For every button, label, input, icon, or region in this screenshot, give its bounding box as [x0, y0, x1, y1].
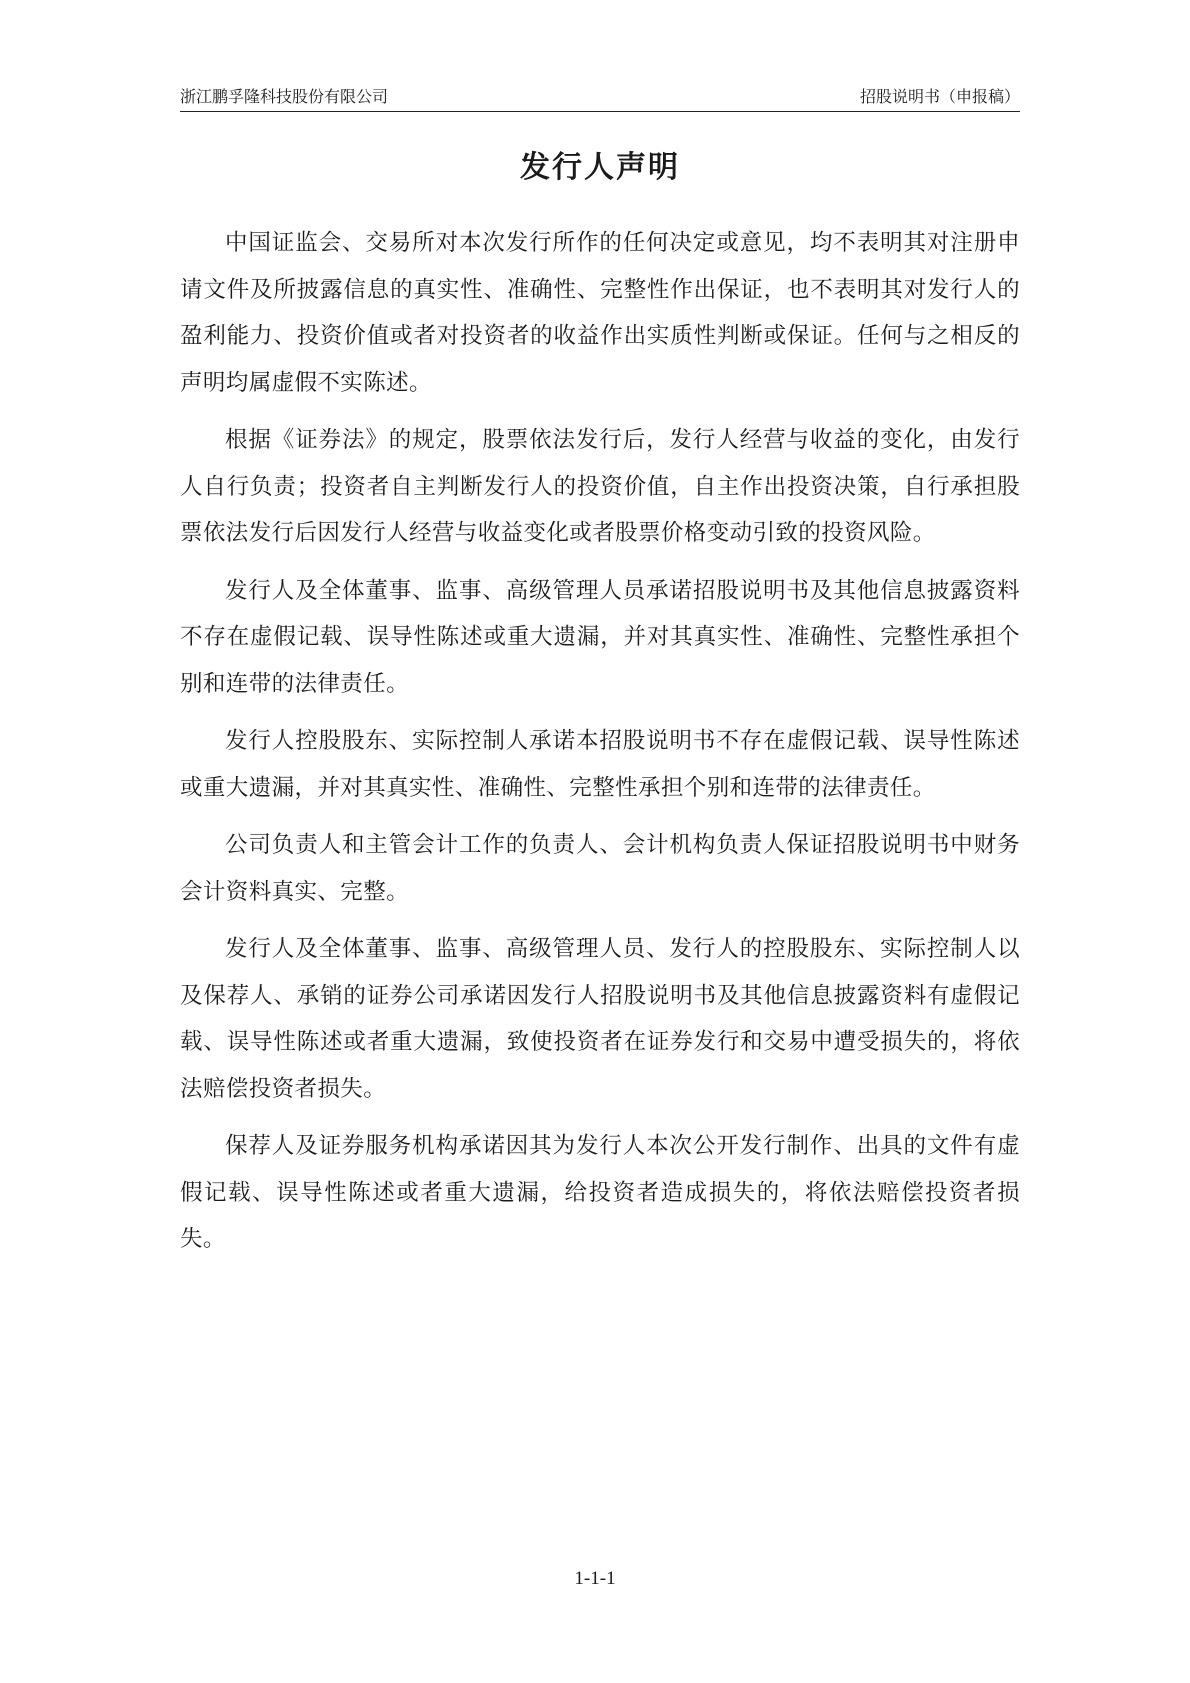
paragraph-1: 中国证监会、交易所对本次发行所作的任何决定或意见，均不表明其对注册申请文件及所披露信息的真实性、准确性、完整性作出保证，也不表明其对发行人的盈利能力、投资价值或者对投资者的收益作出实质性判断或保证。任何与之相反的声明均属虚假不实陈述。 [180, 230, 1020, 396]
page-header [180, 84, 1020, 112]
header-document-type: 招股说明书（申报稿） [859, 87, 1020, 106]
document-title: 发行人声明 [520, 150, 680, 185]
paragraph-5: 公司负责人和主管会计工作的负责人、会计机构负责人保证招股说明书中财务会计资料真实、完整。 [180, 832, 1020, 905]
paragraph-2: 根据《证券法》的规定，股票依法发行后，发行人经营与收益的变化，由发行人自行负责；投资者自主判断发行人的投资价值，自主作出投资决策，自行承担股票依法发行后因发行人经营与收益变化或者股票价格变动引致的投资风险。 [180, 427, 1020, 546]
paragraph-4: 发行人控股股东、实际控制人承诺本招股说明书不存在虚假记载、误导性陈述或重大遗漏，并对其真实性、准确性、完整性承担个别和连带的法律责任。 [180, 728, 1020, 801]
header-company-name: 浙江鹏孚隆科技股份有限公司 [180, 87, 389, 106]
paragraph-7: 保荐人及证券服务机构承诺因其为发行人本次公开发行制作、出具的文件有虚假记载、误导性陈述或者重大遗漏，给投资者造成损失的，将依法赔偿投资者损失。 [180, 1133, 1020, 1252]
declaration-body [180, 220, 1020, 1274]
paragraph-6: 发行人及全体董事、监事、高级管理人员、发行人的控股股东、实际控制人以及保荐人、承销的证券公司承诺因发行人招股说明书及其他信息披露资料有虚假记载、误导性陈述或者重大遗漏，致使投资者在证券发行和交易中遭受损失的，将依法赔偿投资者损失。 [180, 936, 1020, 1102]
page-number: 1-1-1 [574, 1568, 616, 1589]
paragraph-3: 发行人及全体董事、监事、高级管理人员承诺招股说明书及其他信息披露资料不存在虚假记载、误导性陈述或重大遗漏，并对其真实性、准确性、完整性承担个别和连带的法律责任。 [180, 577, 1020, 697]
